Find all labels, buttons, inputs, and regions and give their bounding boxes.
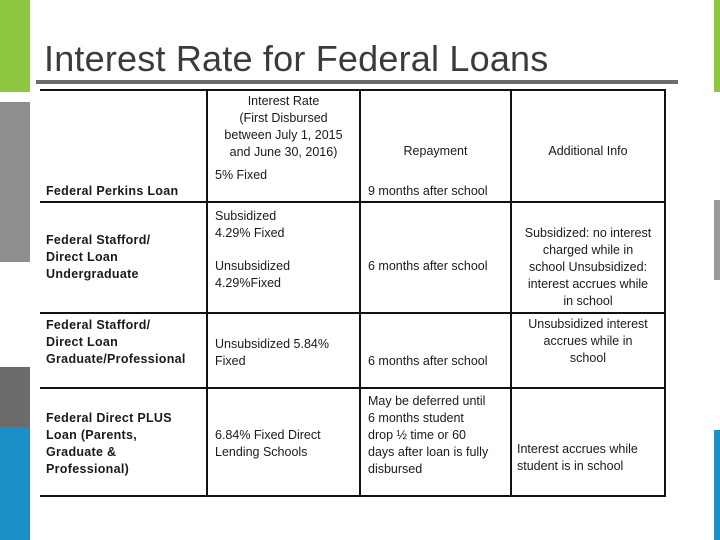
- left-accent-green: [0, 0, 30, 92]
- repayment-direct-plus: May be deferred until 6 months student drop ½ time or 60 days after loan is fully disbursed: [368, 394, 489, 476]
- column-divider: [664, 89, 666, 497]
- right-accent-blue: [714, 430, 720, 540]
- right-accent-gray: [714, 200, 720, 280]
- left-accent-darkgray: [0, 367, 30, 427]
- loan-rates-table: [40, 89, 666, 497]
- header-repayment: Repayment: [403, 144, 468, 158]
- repayment-stafford-graduate: 6 months after school: [368, 354, 488, 368]
- left-accent-blue: [0, 427, 30, 540]
- loan-name-direct-plus: Federal Direct PLUS Loan (Parents, Graduate & Professional): [46, 411, 172, 476]
- loan-name-stafford-undergraduate: Federal Stafford/ Direct Loan Undergraduate: [46, 233, 151, 281]
- rate-stafford-graduate: Unsubsidized 5.84% Fixed: [215, 337, 329, 368]
- row-divider: [40, 89, 666, 91]
- row-divider: [40, 201, 666, 203]
- slide-title: Interest Rate for Federal Loans: [44, 38, 549, 79]
- left-accent-gap-2: [0, 262, 30, 367]
- right-accent-gap-2: [714, 280, 720, 430]
- row-divider: [40, 495, 666, 497]
- loan-name-perkins: Federal Perkins Loan: [46, 184, 179, 198]
- rate-stafford-undergraduate-unsubsidized: Unsubsidized 4.29%Fixed: [215, 259, 291, 290]
- row-divider: [40, 387, 666, 389]
- row-divider: [40, 312, 666, 314]
- info-direct-plus: Interest accrues while student is in school: [517, 442, 638, 473]
- repayment-perkins: 9 months after school: [368, 184, 488, 198]
- left-accent-gray: [0, 102, 30, 262]
- right-accent-gap: [714, 92, 720, 200]
- repayment-stafford-undergraduate: 6 months after school: [368, 259, 488, 273]
- rate-perkins: 5% Fixed: [215, 168, 268, 182]
- rate-direct-plus: 6.84% Fixed Direct Lending Schools: [215, 428, 321, 459]
- info-stafford-graduate: Unsubsidized interest accrues while in school: [528, 317, 648, 365]
- right-accent-green: [714, 0, 720, 92]
- header-interest-rate: Interest Rate (First Disbursed between July 1, 2015 and June 30, 2016): [224, 94, 343, 159]
- rate-stafford-undergraduate-subsidized: Subsidized 4.29% Fixed: [215, 209, 285, 240]
- info-stafford-undergraduate: Subsidized: no interest charged while in school Unsubsidized: interest accrues while in school: [524, 226, 652, 308]
- title-underline: [36, 80, 678, 84]
- left-accent-gap: [0, 92, 30, 102]
- loan-name-stafford-graduate: Federal Stafford/ Direct Loan Graduate/Professional: [46, 318, 186, 366]
- header-additional-info: Additional Info: [548, 144, 628, 158]
